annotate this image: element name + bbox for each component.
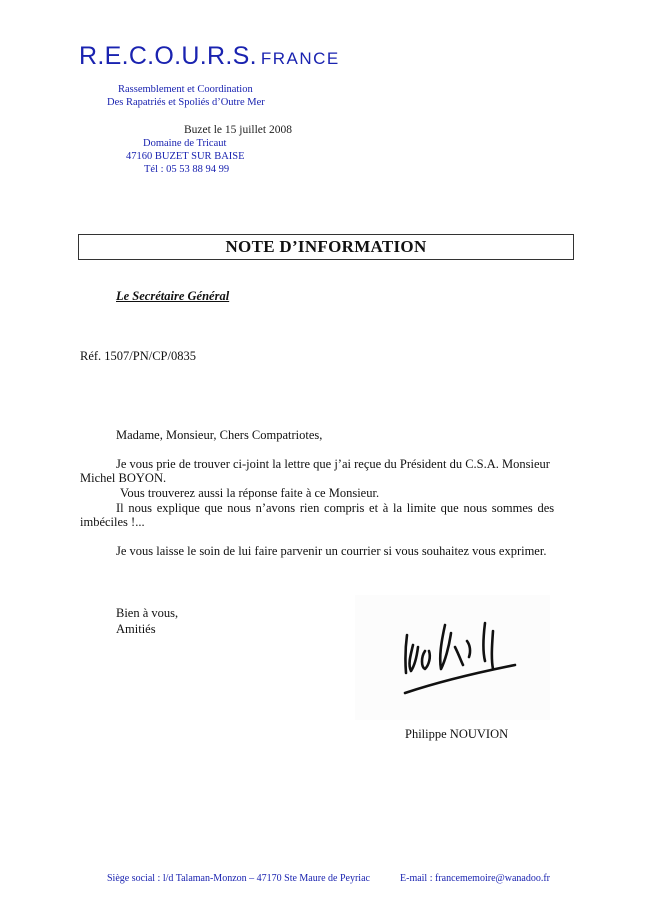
author-role: Le Secrétaire Général [116,289,230,303]
footer-email: E-mail : francememoire@wanadoo.fr [400,873,550,884]
paragraph-3-line2: imbéciles !... [80,515,145,529]
footer-address: Siège social : l/d Talaman-Monzon – 47170 Ste Maure de Peyriac [107,873,370,884]
closing-line1: Bien à vous, [116,606,179,620]
org-country: FRANCE [260,49,340,68]
reference-number: Réf. 1507/PN/CP/0835 [80,349,196,363]
paragraph-1-line1: Je vous prie de trouver ci-joint la lettre que j’ai reçue du Président du C.S.A. Monsieur [116,457,550,471]
paragraph-2: Vous trouverez aussi la réponse faite à ce Monsieur. [120,486,380,500]
salutation: Madame, Monsieur, Chers Compatriotes, [116,428,323,442]
org-subtitle-line1: Rassemblement et Coordination [118,84,253,95]
paragraph-3-line1: Il nous explique que nous n’avons rien compris et à la limite que nous sommes des [116,501,555,515]
org-acronym: R.E.C.O.U.R.S. [79,42,257,70]
closing-line2: Amitiés [116,622,156,636]
address-line1: Domaine de Tricaut [143,138,227,149]
title-box [78,234,574,260]
signature-image [355,595,550,720]
signer-name: Philippe NOUVION [405,727,509,741]
paragraph-4: Je vous laisse le soin de lui faire parvenir un courrier si vous souhaitez vous exprimer. [116,544,547,558]
paragraph-1-line2: Michel BOYON. [80,471,167,485]
handwritten-signature [355,595,550,720]
address-line2: 47160 BUZET SUR BAISE [126,151,245,162]
phone-line: Tél : 05 53 88 94 99 [144,164,230,175]
document-title: NOTE D’INFORMATION [225,237,427,256]
organization-name [79,42,340,71]
date-line: Buzet le 15 juillet 2008 [184,124,292,136]
org-subtitle-line2: Des Rapatriés et Spoliés d’Outre Mer [107,97,265,108]
